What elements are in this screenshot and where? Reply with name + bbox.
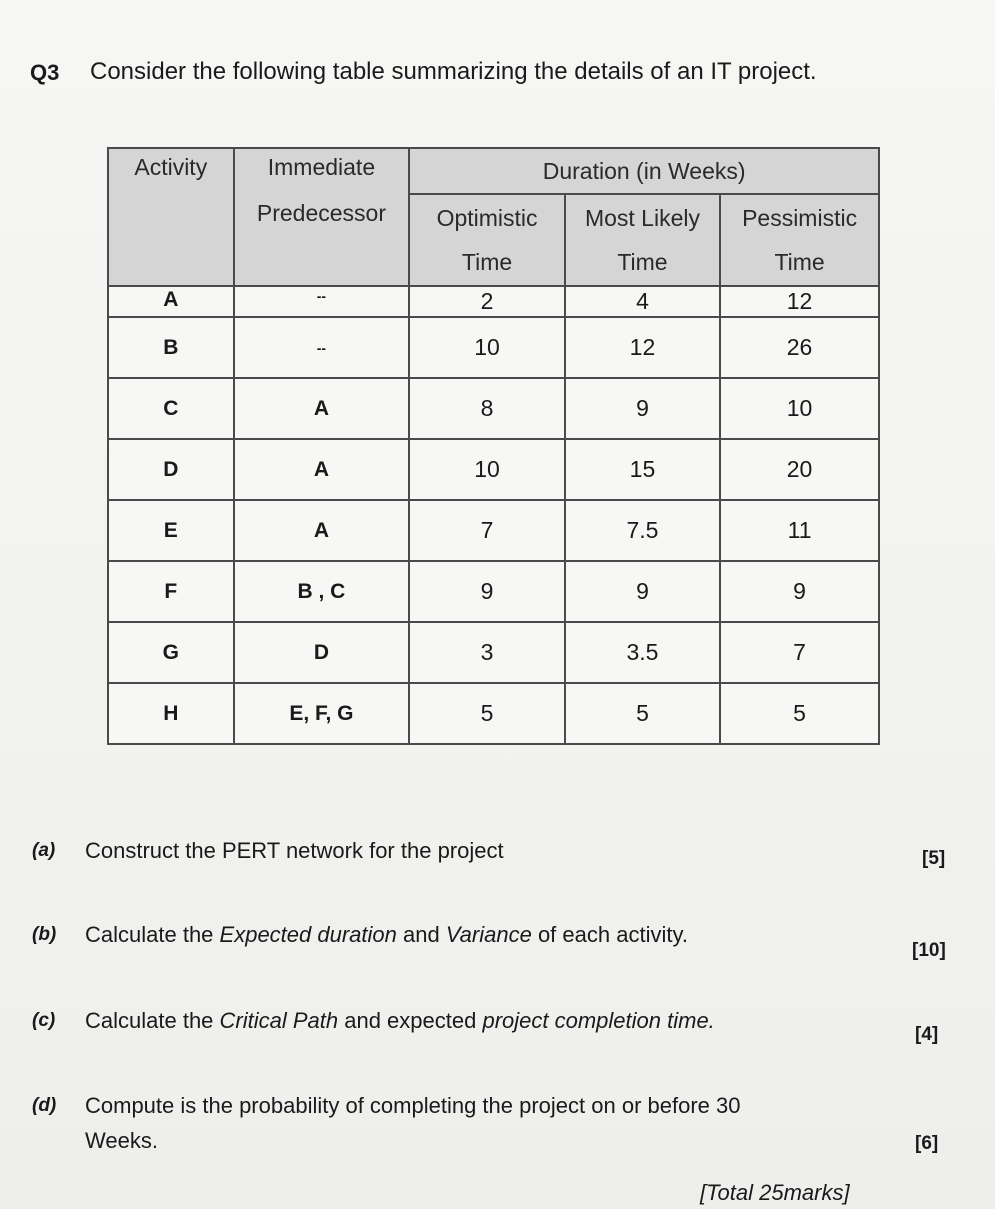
part-text-segment: Variance <box>445 922 532 947</box>
cell-optimistic: 3 <box>409 622 565 683</box>
cell-predecessor: A <box>234 378 410 439</box>
cell-activity: H <box>108 683 234 744</box>
marks-badge: [6] <box>915 1133 939 1154</box>
cell-predecessor: E, F, G <box>234 683 410 744</box>
total-marks: [Total 25marks] <box>700 1180 850 1205</box>
cell-predecessor: B , C <box>234 561 410 622</box>
header-predecessor <box>234 148 410 286</box>
table-row <box>108 683 879 744</box>
part-text-segment: project completion time. <box>482 1008 715 1033</box>
cell-most-likely: 4 <box>565 286 720 317</box>
table-row <box>108 561 879 622</box>
part-text <box>85 1093 741 1119</box>
header-optimistic-line2: Time <box>461 249 513 275</box>
header-most-likely <box>565 194 720 286</box>
part-text: Weeks. <box>85 1128 158 1153</box>
header-duration: Duration (in Weeks) <box>409 148 879 194</box>
cell-most-likely: 5 <box>565 683 720 744</box>
header-predecessor-line1: Immediate <box>267 154 376 180</box>
cell-pessimistic: 26 <box>720 317 879 378</box>
part-text <box>85 1008 715 1034</box>
part-text-segment: Construct the PERT network for the project <box>85 838 504 863</box>
cell-most-likely: 12 <box>565 317 720 378</box>
cell-pessimistic: 20 <box>720 439 879 500</box>
part-letter: (b) <box>32 924 57 945</box>
cell-pessimistic: 9 <box>720 561 879 622</box>
cell-predecessor: -- <box>234 317 410 378</box>
part-letter: (c) <box>32 1010 56 1031</box>
table-row <box>108 378 879 439</box>
header-most-likely-line1: Most Likely <box>584 205 700 231</box>
cell-activity: C <box>108 378 234 439</box>
cell-activity: A <box>108 286 234 317</box>
header-predecessor-line2: Predecessor <box>256 200 386 226</box>
cell-activity: F <box>108 561 234 622</box>
cell-pessimistic: 11 <box>720 500 879 561</box>
part-text <box>85 838 504 864</box>
part-text-segment: Expected duration <box>219 922 397 947</box>
cell-pessimistic: 5 <box>720 683 879 744</box>
cell-activity: D <box>108 439 234 500</box>
table-row <box>108 500 879 561</box>
cell-activity: G <box>108 622 234 683</box>
cell-pessimistic: 10 <box>720 378 879 439</box>
cell-activity: B <box>108 317 234 378</box>
marks-badge: [10] <box>912 940 946 961</box>
header-optimistic-line1: Optimistic <box>436 205 538 231</box>
cell-most-likely: 7.5 <box>565 500 720 561</box>
marks-badge: [5] <box>922 848 946 869</box>
header-pessimistic-line2: Time <box>774 249 825 275</box>
cell-most-likely: 9 <box>565 561 720 622</box>
part-letter: (a) <box>32 840 56 861</box>
cell-optimistic: 10 <box>409 439 565 500</box>
cell-predecessor: -- <box>234 286 410 317</box>
question-intro: Consider the following table summarizing the details of an IT project. <box>90 58 817 85</box>
cell-predecessor: A <box>234 439 410 500</box>
cell-pessimistic: 7 <box>720 622 879 683</box>
cell-activity: E <box>108 500 234 561</box>
cell-optimistic: 8 <box>409 378 565 439</box>
part-text-segment: Compute is the probability of completing the project on or before 30 <box>85 1093 741 1118</box>
table-row <box>108 439 879 500</box>
cell-pessimistic: 12 <box>720 286 879 317</box>
cell-optimistic: 5 <box>409 683 565 744</box>
part-text-segment: Calculate the <box>85 922 220 947</box>
part-text-segment: Calculate the <box>85 1008 220 1033</box>
cell-most-likely: 15 <box>565 439 720 500</box>
part-letter: (d) <box>32 1095 57 1116</box>
part-text-segment: and <box>396 922 446 947</box>
cell-optimistic: 10 <box>409 317 565 378</box>
header-activity-label: Activity <box>134 154 208 180</box>
question-number: Q3 <box>30 60 60 85</box>
marks-badge: [4] <box>915 1024 939 1045</box>
header-most-likely-line2: Time <box>617 249 668 275</box>
part-text-segment: Critical Path <box>219 1008 339 1033</box>
header-optimistic <box>409 194 565 286</box>
cell-predecessor: A <box>234 500 410 561</box>
header-pessimistic-line1: Pessimistic <box>742 205 858 231</box>
project-activity-table <box>107 147 880 745</box>
part-text-segment: of each activity. <box>531 922 688 947</box>
cell-most-likely: 3.5 <box>565 622 720 683</box>
cell-optimistic: 2 <box>409 286 565 317</box>
cell-optimistic: 7 <box>409 500 565 561</box>
part-text <box>85 922 688 948</box>
cell-predecessor: D <box>234 622 410 683</box>
table-row <box>108 286 879 317</box>
table-row <box>108 622 879 683</box>
cell-most-likely: 9 <box>565 378 720 439</box>
part-text-segment: and expected <box>338 1008 483 1033</box>
header-pessimistic <box>720 194 879 286</box>
cell-optimistic: 9 <box>409 561 565 622</box>
table-row <box>108 317 879 378</box>
header-activity <box>108 148 234 286</box>
